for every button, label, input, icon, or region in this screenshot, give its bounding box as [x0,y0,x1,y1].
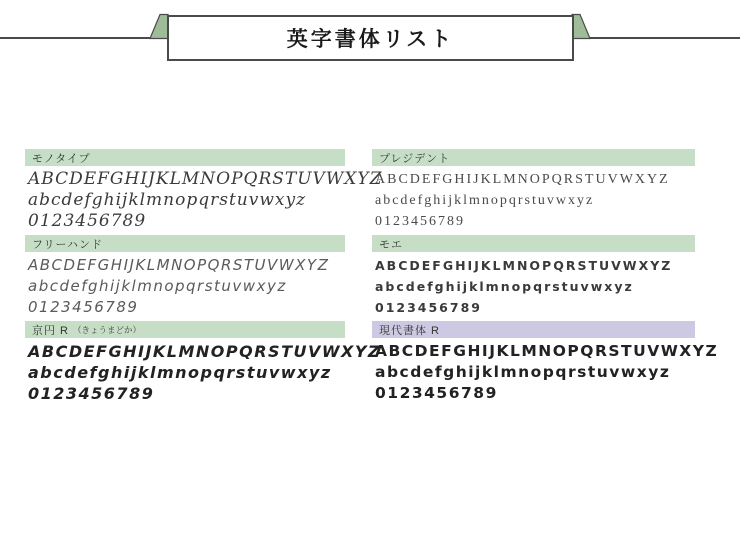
sample-lowercase: abcdefghijklmnopqrstuvwxyz [28,277,287,295]
section-label: 京円 R [32,324,69,337]
sample-digits: 0123456789 [28,211,147,231]
sample-digits: 0123456789 [375,300,482,315]
font-section-moe [372,235,695,321]
sample-uppercase: ABCDEFGHIJKLMNOPQRSTUVWXYZ [28,342,382,361]
font-section-gendai-shotai-r [372,321,719,407]
sample-uppercase: ABCDEFGHIJKLMNOPQRSTUVWXYZ [375,342,719,360]
title-banner [167,15,574,61]
font-section-monotype [25,149,383,235]
section-header-moe [372,235,695,252]
section-label-reading: （きょうまどか） [73,324,142,335]
sample-digits: 0123456789 [28,298,139,316]
font-specimen [25,166,383,232]
font-specimen [25,252,345,318]
font-specimen [372,166,695,232]
section-label: フリーハンド [32,238,104,251]
font-specimen [372,338,719,404]
sample-uppercase: ABCDEFGHIJKLMNOPQRSTUVWXYZ [375,172,670,187]
sample-digits: 0123456789 [28,384,155,403]
sample-lowercase: abcdefghijklmnopqrstuvwxyz [375,193,595,208]
font-section-president [372,149,695,235]
font-specimen [372,252,695,318]
section-header-monotype [25,149,345,166]
sample-uppercase: ABCDEFGHIJKLMNOPQRSTUVWXYZ [375,258,673,273]
sample-lowercase: abcdefghijklmnopqrstuvwxyz [28,363,332,382]
sample-uppercase: ABCDEFGHIJKLMNOPQRSTUVWXYZ [28,256,330,274]
section-label: 現代書体 R [379,324,440,337]
page-title: 英字書体リスト [286,28,455,51]
sections-grid [25,149,719,407]
section-label: プレジデント [379,152,451,165]
font-specimen [25,338,382,404]
sample-lowercase: abcdefghijklmnopqrstuvwxyz [375,279,634,294]
section-label: モノタイプ [32,152,91,165]
font-section-freehand [25,235,345,321]
ribbon-left-shape [149,13,169,45]
section-label: モエ [379,238,403,251]
section-header-president [372,149,695,166]
sample-lowercase: abcdefghijklmnopqrstuvwxyz [375,363,671,381]
sample-lowercase: abcdefghijklmnopqrstuvwxyz [28,190,307,210]
ribbon-right-shape [571,13,591,45]
sample-digits: 0123456789 [375,214,465,229]
sample-digits: 0123456789 [375,384,498,402]
section-header-gendai-shotai-r [372,321,695,338]
section-header-kyoen-r [25,321,345,338]
font-section-kyoen-r [25,321,382,407]
sample-uppercase: ABCDEFGHIJKLMNOPQRSTUVWXYZ [28,169,383,189]
section-header-freehand [25,235,345,252]
